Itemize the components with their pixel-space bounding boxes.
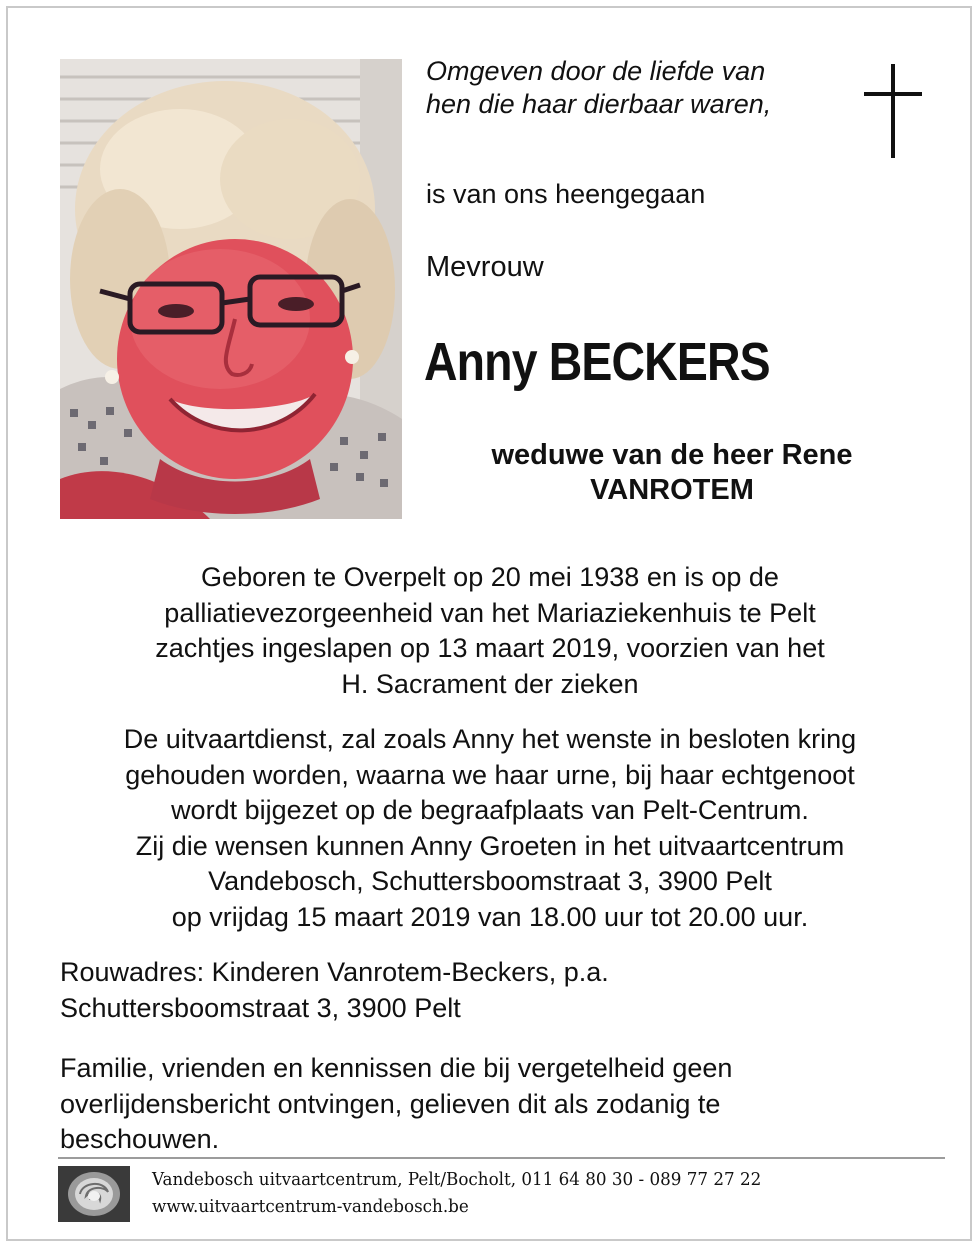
- footer-divider: [58, 1157, 945, 1159]
- widow-line-1: weduwe van de heer Rene: [491, 439, 853, 471]
- portrait-photo: [60, 59, 402, 519]
- widow-line-2: VANROTEM: [590, 474, 754, 506]
- family-paragraph: Familie, vrienden en kennissen die bij vergetelheid geen overlijdensbericht ontvingen, gelieven dit als zodanig te beschouwen.: [60, 1053, 733, 1154]
- intro-line-1: Omgeven door de liefde van: [426, 56, 766, 86]
- birth-paragraph: Geboren te Overpelt op 20 mei 1938 en is op de palliatievezorgeenheid van het Mariaziekenhuis te Pelt zachtjes ingeslapen op 13 maart 2019, voorzien van het H. Sacrament der zieken: [155, 562, 825, 699]
- funeral-home-info: [152, 1166, 761, 1220]
- passed-away-text: is van ons heengegaan: [426, 179, 706, 209]
- widow-of: [420, 438, 924, 508]
- funeral-paragraph: De uitvaartdienst, zal zoals Anny het wenste in besloten kring gehouden worden, waarna we haar urne, bij haar echtgenoot wordt bijgezet op de begraafplaats van Pelt-Centrum. Zij die wensen kunnen Anny Groeten in het uitvaartcentrum Vandebosch, Schuttersboomstraat 3, 3900 Pelt op vrijdag 15 maart 2019 van 18.00 uur tot 20.00 uur.: [123, 724, 857, 932]
- cross-icon: [864, 64, 922, 158]
- funeral-home-contact: Vandebosch uitvaartcentrum, Pelt/Bocholt, 011 64 80 30 - 089 77 27 22: [152, 1169, 762, 1190]
- address-paragraph: Rouwadres: Kinderen Vanrotem-Beckers, p.a. Schuttersboomstraat 3, 3900 Pelt: [60, 957, 609, 1023]
- rose-icon: [58, 1166, 130, 1222]
- funeral-home-website[interactable]: www.uitvaartcentrum-vandebosch.be: [152, 1196, 469, 1217]
- intro-line-2: hen die haar dierbaar waren,: [426, 89, 772, 119]
- honorific: Mevrouw: [426, 251, 544, 283]
- deceased-name: Anny BECKERS: [424, 332, 770, 392]
- intro-verse: [426, 55, 846, 121]
